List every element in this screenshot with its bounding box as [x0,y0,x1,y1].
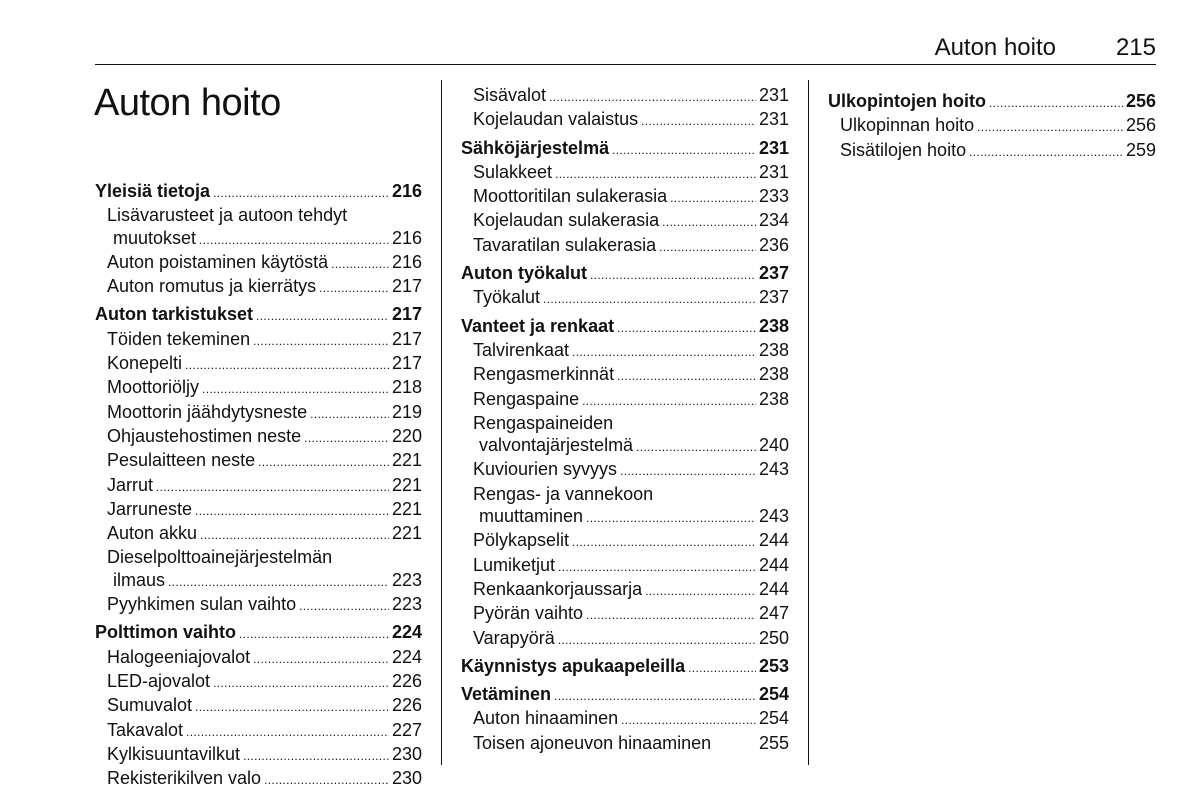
toc-entry[interactable] [461,505,789,529]
entry-title: Jarrut [107,474,154,495]
dot-leader [156,474,389,498]
dot-leader [202,376,389,400]
toc-entry-first-line[interactable] [461,483,789,505]
entry-page-number: 244 [758,530,789,551]
entry-title: Työkalut [473,287,541,308]
section-title: Käynnistys apukaapeleilla [461,655,686,676]
dot-leader [168,569,389,593]
entry-title: Moottoriöljy [107,377,200,398]
section-page-number: 253 [758,655,789,676]
entry-title: Dieselpolttoainejärjestelmän [107,547,333,568]
toc-entry[interactable] [828,139,1156,163]
toc-entry[interactable] [461,339,789,363]
entry-title: Halogeeniajovalot [107,646,251,667]
dot-leader [620,458,756,482]
entry-title: Sulakkeet [473,161,553,182]
dot-leader [617,363,756,387]
dot-leader [199,227,389,251]
dot-leader [243,743,389,767]
entry-page-number: 238 [758,339,789,360]
toc-entry[interactable] [461,161,789,185]
entry-page-number: 231 [758,85,789,105]
entry-page-number: 221 [391,450,422,471]
section-page-number: 256 [1125,91,1156,111]
dot-leader [258,449,389,473]
toc-entry[interactable] [461,529,789,553]
entry-page-number: 221 [391,498,422,519]
toc-column-2 [461,84,789,758]
entry-page-number: 244 [758,554,789,575]
toc-section-heading[interactable] [461,683,789,707]
entry-title: Sisätilojen hoito [840,139,967,160]
entry-title: Sumuvalot [107,695,193,716]
section-title: Polttimon vaihto [95,622,236,643]
dot-leader [549,84,756,108]
dot-leader [586,602,756,626]
dot-leader [299,593,389,617]
entry-title: Pyyhkimen sulan vaihto [107,594,297,615]
section-page-number: 216 [391,181,422,201]
toc-entry-first-line[interactable] [95,546,422,568]
dot-leader [558,627,756,651]
toc-section-heading[interactable] [461,262,789,286]
toc-entry[interactable] [461,458,789,482]
toc-entry[interactable] [95,401,422,425]
dot-leader [670,185,756,209]
entry-page-number: 230 [391,768,422,789]
toc-entry[interactable] [95,743,422,767]
toc-entry[interactable] [461,286,789,310]
toc-entry-first-line[interactable] [95,204,422,226]
dot-leader [213,180,389,204]
entry-title: Moottoritilan sulakerasia [473,186,668,207]
toc-section [828,90,1156,163]
entry-page-number: 240 [758,435,789,456]
entry-title: Auton romutus ja kierrätys [107,276,317,297]
toc-section [95,303,422,617]
entry-page-number: 243 [758,506,789,527]
entry-title: Ulkopinnan hoito [840,115,975,136]
entry-page-number: 256 [1125,115,1156,136]
toc-entry[interactable] [461,578,789,602]
toc-entry[interactable] [95,474,422,498]
toc-entry[interactable] [461,363,789,387]
section-title: Auton työkalut [461,263,587,284]
dot-leader [989,90,1123,114]
section-title: Vetäminen [461,684,552,705]
dot-leader [645,578,756,602]
entry-title: Kylkisuuntavilkut [107,743,241,764]
toc-section [461,137,789,258]
entry-title: Rengaspaineiden [473,412,614,433]
entry-title: Konepelti [107,353,183,374]
toc-entry-first-line[interactable] [461,412,789,434]
dot-leader [331,251,389,275]
entry-title: Rengasmerkinnät [473,364,615,385]
toc-section [461,84,789,133]
entry-title: Pesulaitteen neste [107,450,256,471]
toc-section [461,315,789,651]
entry-title-continuation: valvontajärjestelmä [479,435,634,456]
dot-leader [621,707,756,731]
section-title: Auton tarkistukset [95,304,254,325]
entry-page-number: 226 [391,670,422,691]
toc-section-heading[interactable] [95,303,422,327]
dot-leader [662,209,756,233]
entry-page-number: 227 [391,719,422,740]
entry-page-number: 217 [391,353,422,374]
toc-entry[interactable] [95,569,422,593]
entry-title: Kojelaudan valaistus [473,109,639,130]
entry-page-number: 247 [758,603,789,624]
toc-section-heading[interactable] [461,315,789,339]
entry-page-number: 224 [391,646,422,667]
chapter-title: Auton hoito [94,82,281,124]
section-title: Yleisiä tietoja [95,181,211,201]
entry-title-continuation: muutokset [113,227,197,248]
toc-entry[interactable] [461,84,789,108]
entry-title: Varapyörä [473,627,555,648]
dot-leader [304,425,389,449]
dot-leader [969,139,1123,163]
entry-title: Töiden tekeminen [107,328,251,349]
toc-entry[interactable] [95,275,422,299]
dot-leader [558,554,756,578]
toc-entry[interactable] [95,227,422,251]
dot-leader [264,767,389,791]
toc-entry[interactable] [461,209,789,233]
header-rule [95,64,1156,65]
entry-page-number: 216 [391,227,422,248]
entry-page-number: 250 [758,627,789,648]
entry-page-number: 254 [758,708,789,729]
entry-title: Kojelaudan sulakerasia [473,210,660,231]
dot-leader [256,303,389,327]
entry-page-number: 231 [758,109,789,130]
entry-title: Tavaratilan sulakerasia [473,234,657,255]
toc-section [461,262,789,311]
toc-section-heading[interactable] [95,180,422,204]
entry-title: Rengaspaine [473,388,580,409]
toc-entry[interactable] [95,670,422,694]
entry-page-number: 236 [758,234,789,255]
dot-leader [239,621,389,645]
toc-entry[interactable] [95,376,422,400]
dot-leader [612,137,756,161]
dot-leader [543,286,756,310]
entry-title: Moottorin jäähdytysneste [107,401,308,422]
entry-title: Sisävalot [473,85,547,105]
entry-title-continuation: muuttaminen [479,506,584,527]
toc-entry[interactable] [828,114,1156,138]
entry-title-continuation: ilmaus [113,569,166,590]
toc-entry[interactable] [461,707,789,731]
dot-leader [572,529,756,553]
entry-title: Rekisterikilven valo [107,768,262,789]
entry-title: Rengas- ja vannekoon [473,483,654,504]
dot-leader [572,339,756,363]
toc-section [461,655,789,679]
entry-title: Auton poistaminen käytöstä [107,251,329,272]
entry-title: Lisävarusteet ja autoon tehdyt [107,205,348,226]
toc-section-heading[interactable] [828,90,1156,114]
entry-page-number: 219 [391,401,422,422]
entry-title: Toisen ajoneuvon hinaaminen [473,732,712,753]
entry-page-number: 233 [758,186,789,207]
entry-title: Talvirenkaat [473,339,570,360]
toc-section [95,621,422,791]
dot-leader [195,694,389,718]
toc-entry[interactable] [461,234,789,258]
toc-section-heading[interactable] [461,655,789,679]
toc-section [95,180,422,299]
toc-entry[interactable] [95,498,422,522]
entry-page-number: 230 [391,743,422,764]
toc-entry[interactable] [95,694,422,718]
toc-entry[interactable] [95,251,422,275]
toc-entry[interactable] [461,732,789,754]
column-divider [808,80,809,765]
toc-entry[interactable] [95,719,422,743]
entry-title: Pyörän vaihto [473,603,584,624]
entry-title: Auton hinaaminen [473,708,619,729]
dot-leader [590,262,756,286]
toc-entry[interactable] [95,352,422,376]
toc-column-1 [95,180,422,795]
dot-leader [213,670,389,694]
dot-leader [977,114,1123,138]
dot-leader [688,655,756,679]
entry-title: Jarruneste [107,498,193,519]
toc-entry[interactable] [95,767,422,791]
toc-section-heading[interactable] [95,621,422,645]
dot-leader [554,683,756,707]
toc-entry[interactable] [461,602,789,626]
entry-page-number: 243 [758,459,789,480]
toc-entry[interactable] [461,388,789,412]
toc-entry[interactable] [461,554,789,578]
dot-leader [636,434,756,458]
dot-leader [555,161,756,185]
dot-leader [253,646,389,670]
entry-title: Kuviourien syvyys [473,459,618,480]
toc-entry[interactable] [95,646,422,670]
toc-entry[interactable] [461,627,789,651]
toc-entry[interactable] [95,522,422,546]
entry-page-number: 226 [391,695,422,716]
section-page-number: 231 [758,137,789,158]
entry-page-number: 244 [758,578,789,599]
entry-page-number: 238 [758,388,789,409]
entry-title: Ohjaustehostimen neste [107,425,302,446]
dot-leader [200,522,389,546]
entry-page-number: 218 [391,377,422,398]
section-title: Ulkopintojen hoito [828,91,986,111]
column-divider [441,80,442,765]
entry-page-number: 223 [391,594,422,615]
dot-leader [186,719,389,743]
entry-page-number: 220 [391,425,422,446]
toc-entry[interactable] [461,108,789,132]
entry-title: Renkaankorjaussarja [473,578,643,599]
section-title: Vanteet ja renkaat [461,315,615,336]
section-title: Sähköjärjestelmä [461,137,610,158]
dot-leader [185,352,389,376]
dot-leader [310,401,389,425]
entry-page-number: 217 [391,328,422,349]
toc-entry[interactable] [461,434,789,458]
toc-section [461,683,789,754]
dot-leader [319,275,389,299]
toc-entry[interactable] [95,449,422,473]
entry-page-number: 231 [758,161,789,182]
toc-entry[interactable] [95,425,422,449]
entry-page-number: 234 [758,210,789,231]
dot-leader [586,505,756,529]
section-page-number: 217 [391,304,422,325]
entry-title: Takavalot [107,719,184,740]
toc-entry[interactable] [461,185,789,209]
dot-leader [617,315,756,339]
entry-page-number: 221 [391,474,422,495]
toc-column-3 [828,90,1156,167]
entry-page-number: 216 [391,251,422,272]
entry-title: Lumiketjut [473,554,556,575]
page-number: 215 [1115,34,1156,61]
entry-title: Pölykapselit [473,530,570,551]
entry-page-number: 223 [391,569,422,590]
entry-page-number: 237 [758,287,789,308]
section-page-number: 237 [758,263,789,284]
dot-leader [641,108,756,132]
dot-leader [253,328,389,352]
entry-page-number: 255 [758,732,789,753]
entry-page-number: 221 [391,523,422,544]
running-header-title: Auton hoito [934,34,1056,61]
dot-leader [582,388,756,412]
entry-page-number: 238 [758,364,789,385]
toc-entry[interactable] [95,328,422,352]
section-page-number: 238 [758,315,789,336]
entry-title: Auton akku [107,523,198,544]
entry-title: LED-ajovalot [107,670,211,691]
section-page-number: 254 [758,684,789,705]
entry-page-number: 217 [391,276,422,297]
toc-entry[interactable] [95,593,422,617]
entry-page-number: 259 [1125,139,1156,160]
dot-leader [195,498,389,522]
dot-leader [659,234,756,258]
toc-section-heading[interactable] [461,137,789,161]
section-page-number: 224 [391,622,422,643]
